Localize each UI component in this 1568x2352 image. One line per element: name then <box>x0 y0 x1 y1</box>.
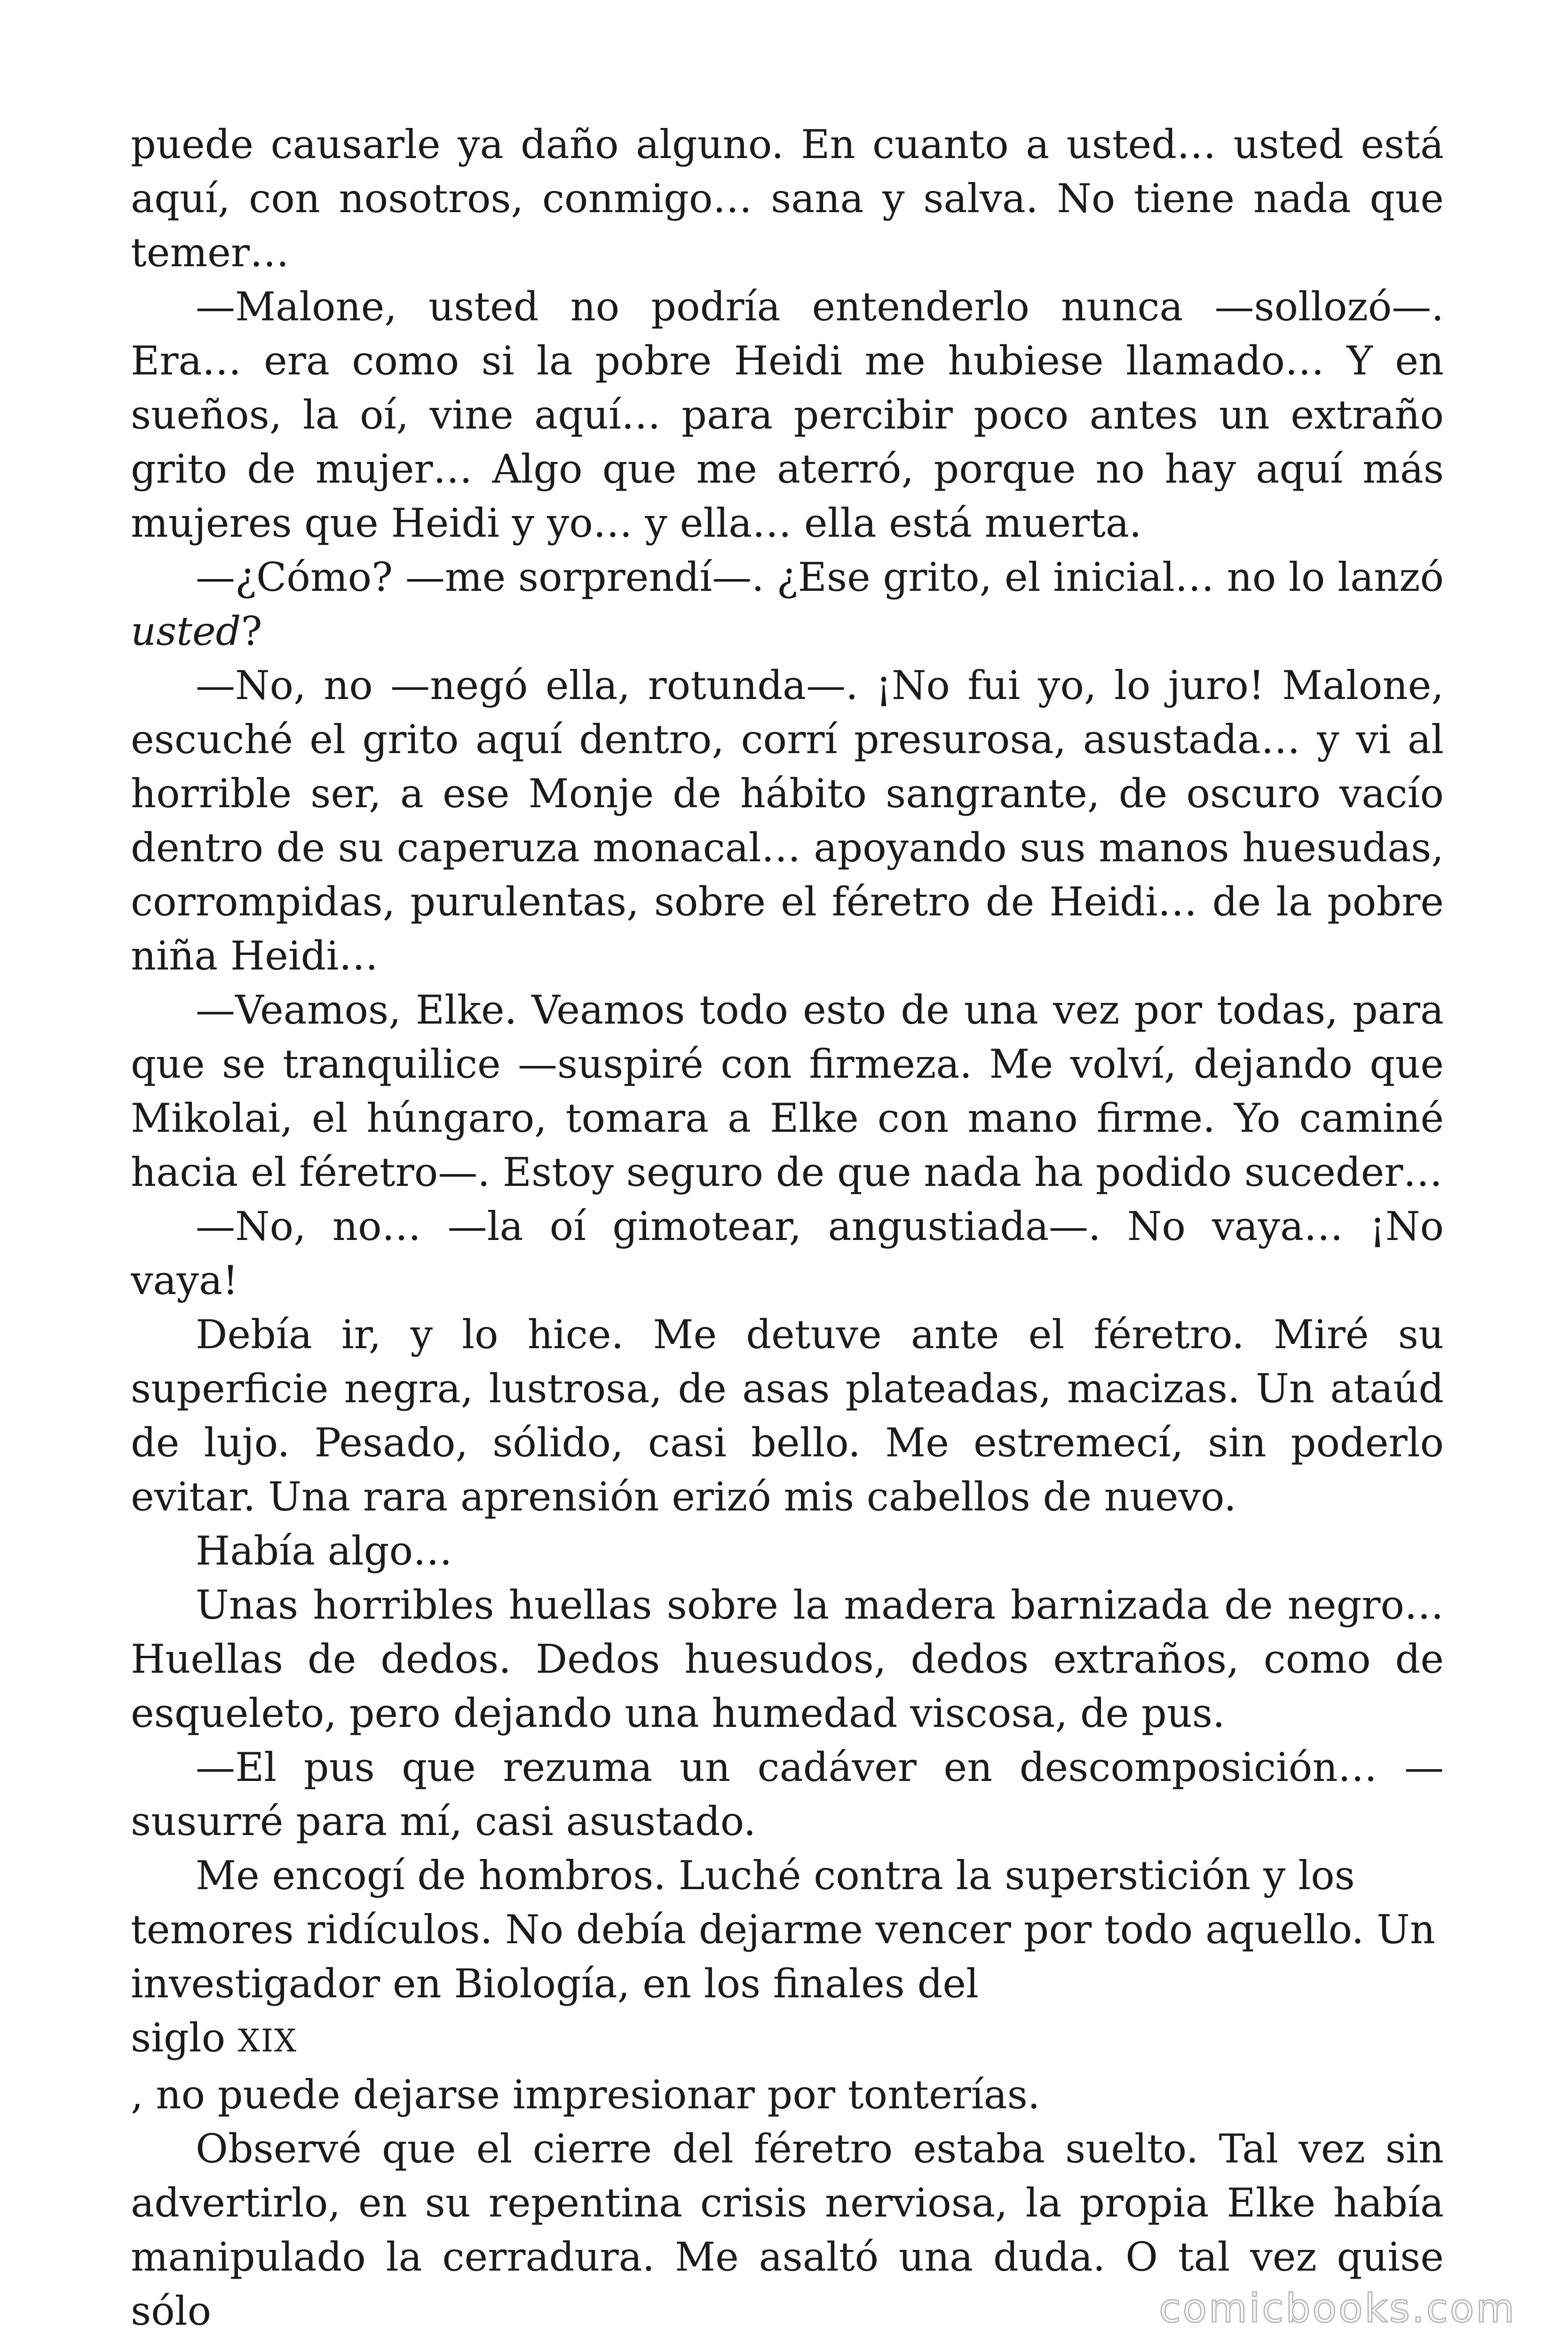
paragraph-13-text: , no puede dejarse impresionar por tonterías. <box>131 2072 1040 2118</box>
paragraph-7-text: Debía ir, y lo hice. Me detuve ante el féretro. Miré su superficie negra, lustrosa, de asas plateadas, macizas. Un ataúd de lujo. Pesado, sólido, casi bello. Me estremecí, sin poderlo evitar. Una rara aprensión erizó mis cabellos de nuevo. <box>131 1311 1444 1520</box>
paragraph-2 <box>131 280 1444 550</box>
paragraph-6-text: —No, no… —la oí gimotear, angustiada—. No vaya… ¡No vaya! <box>131 1203 1444 1303</box>
paragraph-4 <box>131 659 1444 983</box>
body-text <box>131 118 1444 2338</box>
paragraph-3-after: ? <box>241 608 262 654</box>
paragraph-1-text: puede causarle ya daño alguno. En cuanto a usted… usted está aquí, con nosotros, conmigo… sana y salva. No tiene nada que temer… <box>131 121 1444 276</box>
watermark: comicbooks.com <box>1159 2285 1516 2331</box>
paragraph-10-text: —El pus que rezuma un cadáver en descomposición… —susurré para mí, casi asustado. <box>131 1744 1444 1844</box>
paragraph-10 <box>131 1740 1444 1849</box>
paragraph-3 <box>131 550 1444 659</box>
paragraph-6 <box>131 1200 1444 1308</box>
paragraph-5 <box>131 983 1444 1200</box>
paragraph-1 <box>131 118 1444 280</box>
paragraph-12-text: siglo <box>131 2015 238 2061</box>
paragraph-9-text: Unas horribles huellas sobre la madera barnizada de negro… Huellas de dedos. Dedos huesudos, dedos extraños, como de esqueleto, pero dejando una humedad viscosa, de pus. <box>131 1582 1444 1736</box>
paragraph-14-text: Observé que el cierre del féretro estaba suelto. Tal vez sin advertirlo, en su repentina crisis nerviosa, la propia Elke había manipulado la cerradura. Me asaltó una duda. O tal vez quise sólo <box>131 2126 1444 2334</box>
paragraph-13 <box>131 2068 1444 2122</box>
paragraph-3-italic: usted <box>131 608 241 654</box>
paragraph-7 <box>131 1308 1444 1524</box>
paragraph-11 <box>131 1849 1444 2011</box>
paragraph-8 <box>131 1524 1444 1578</box>
paragraph-12 <box>131 2011 1444 2068</box>
paragraph-5-text: —Veamos, Elke. Veamos todo esto de una vez por todas, para que se tranquilice —suspiré con firmeza. Me volví, dejando que Mikolai, el húngaro, tomara a Elke con mano firme. Yo caminé hacia el féretro—. Estoy seguro de que nada ha podido suceder… <box>131 987 1444 1195</box>
paragraph-2-text: —Malone, usted no podría entenderlo nunca —sollozó—. Era… era como si la pobre Heidi me hubiese llamado… Y en sueños, la oí, vine aquí… para percibir poco antes un extraño grito de mujer… Algo que me aterró, porque no hay aquí más mujeres que Heidi y yo… y ella… ella está muerta. <box>131 284 1444 546</box>
paragraph-4-text: —No, no —negó ella, rotunda—. ¡No fui yo, lo juro! Malone, escuché el grito aquí dentro, corrí presurosa, asustada… y vi al horrible ser, a ese Monje de hábito sangrante, de oscuro vacío dentro de su caperuza monacal… apoyando sus manos huesudas, corrompidas, purulentas, sobre el féretro de Heidi… de la pobre niña Heidi… <box>131 662 1444 979</box>
paragraph-3-text: —¿Cómo? —me sorprendí—. ¿Ese grito, el inicial… no lo lanzó <box>196 554 1444 600</box>
paragraph-11-text: Me encogí de hombros. Luché contra la superstición y los temores ridículos. No debía dejarme vencer por todo aquello. Un investigador en Biología, en los finales del <box>131 1852 1435 2007</box>
paragraph-8-text: Había algo… <box>196 1528 453 1574</box>
century-numeral: XIX <box>238 2023 297 2059</box>
paragraph-9 <box>131 1578 1444 1740</box>
